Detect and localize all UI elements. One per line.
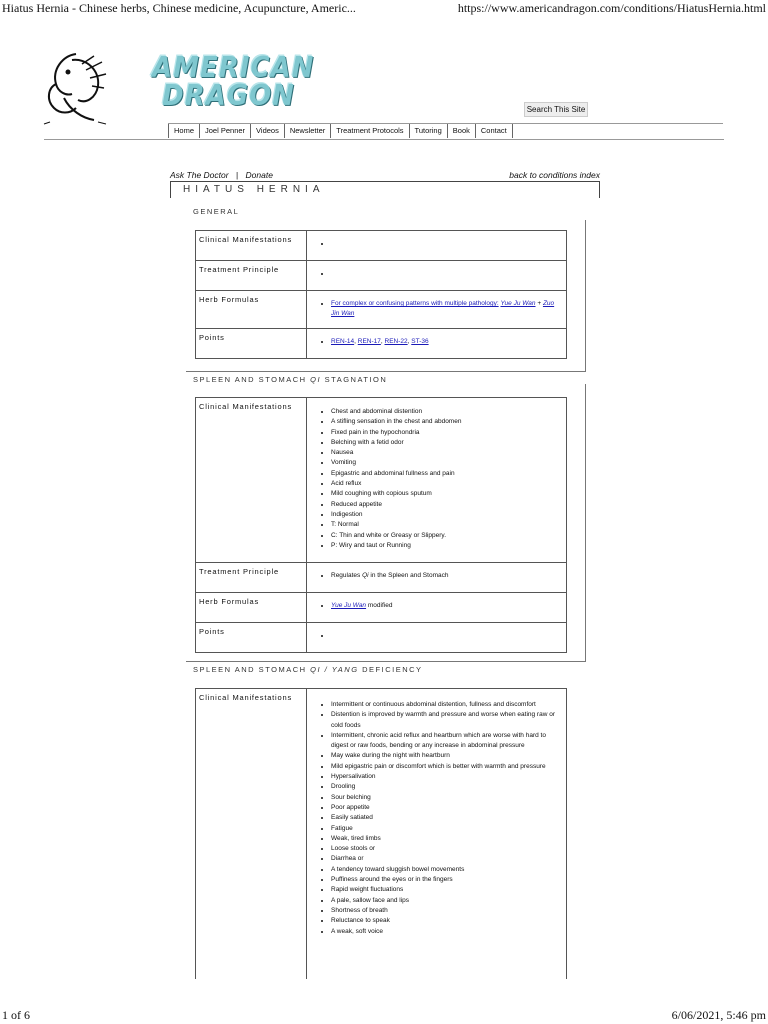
table-row bbox=[196, 398, 567, 563]
row-label: Clinical Manifestations bbox=[196, 231, 307, 261]
symptom-item: • Easily satiated bbox=[331, 813, 560, 823]
symptom-item: • Intermittent or continuous abdominal distention, fullness and discomfort bbox=[331, 700, 560, 710]
symptom-item: • Puffiness around the eyes or in the fingers bbox=[331, 875, 560, 885]
herb-modifier: modified bbox=[367, 602, 393, 609]
list-item bbox=[331, 239, 560, 249]
list-item bbox=[331, 631, 560, 641]
symptom-item: • Belching with a fetid odor bbox=[331, 438, 560, 448]
symptom-item: • Shortness of breath bbox=[331, 906, 560, 916]
row-value bbox=[307, 689, 567, 979]
symptom-item: • A weak, soft voice bbox=[331, 927, 560, 937]
list-item bbox=[331, 269, 560, 279]
symptom-item: • Indigestion bbox=[331, 510, 560, 520]
section-heading-qi-stagnation bbox=[193, 375, 387, 384]
row-value bbox=[307, 563, 567, 593]
print-header bbox=[0, 0, 768, 16]
symptom-item: • C: Thin and white or Greasy or Slippery. bbox=[331, 531, 560, 541]
point-link[interactable]: ST-36 bbox=[411, 338, 429, 345]
zuo-jin-wan-link[interactable]: Zuo Jin Wan bbox=[331, 300, 555, 318]
symptom-item: • Mild epigastric pain or discomfort which is better with warmth and pressure bbox=[331, 762, 560, 772]
symptom-item: • A tendency toward sluggish bowel movements bbox=[331, 865, 560, 875]
heading-part: STAGNATION bbox=[324, 375, 388, 384]
heading-emphasis: QI / YANG bbox=[310, 665, 359, 674]
general-table bbox=[195, 230, 567, 359]
nav-home[interactable]: Home bbox=[168, 124, 200, 138]
point-link[interactable]: REN-17 bbox=[357, 338, 381, 345]
symptom-item: • Distention is improved by warmth and pressure and worse when eating raw or cold foods bbox=[331, 710, 560, 731]
brand-wordmark[interactable] bbox=[152, 51, 315, 124]
section-heading-yang-deficiency bbox=[193, 665, 423, 674]
symptom-item: • Epigastric and abdominal fullness and pain bbox=[331, 469, 560, 479]
row-label: Treatment Principle bbox=[196, 563, 307, 593]
symptom-item: • A pale, sallow face and lips bbox=[331, 896, 560, 906]
tp-text: Regulates bbox=[331, 572, 361, 579]
symptom-item: • P: Wiry and taut or Running bbox=[331, 541, 560, 551]
symptom-item: • Nausea bbox=[331, 448, 560, 458]
dragon-logo-icon[interactable] bbox=[42, 48, 108, 128]
brand-line-1: AMERICAN bbox=[152, 51, 315, 85]
table-row bbox=[196, 291, 567, 329]
row-label: Herb Formulas bbox=[196, 593, 307, 623]
table-row bbox=[196, 563, 567, 593]
row-value bbox=[307, 623, 567, 653]
heading-part: DEFICIENCY bbox=[362, 665, 423, 674]
symptom-item: • Sour belching bbox=[331, 793, 560, 803]
symptom-item: • Vomiting bbox=[331, 458, 560, 468]
nav-newsletter[interactable]: Newsletter bbox=[285, 124, 331, 138]
row-value bbox=[307, 261, 567, 291]
brand-line-2: DRAGON bbox=[162, 79, 295, 113]
row-label: Clinical Manifestations bbox=[196, 398, 307, 563]
symptom-item: • Reluctance to speak bbox=[331, 916, 560, 926]
row-label: Points bbox=[196, 623, 307, 653]
row-label: Points bbox=[196, 329, 307, 359]
row-value bbox=[307, 398, 567, 563]
symptom-item: • Fixed pain in the hypochondria bbox=[331, 428, 560, 438]
table-row bbox=[196, 689, 567, 979]
symptom-item: • Hypersalivation bbox=[331, 772, 560, 782]
condition-title: HIATUS HERNIA bbox=[183, 184, 325, 195]
nav-treatment-protocols[interactable]: Treatment Protocols bbox=[331, 124, 409, 138]
plus-sign: + bbox=[537, 300, 542, 307]
herb-note: For complex or confusing patterns with multiple pathology: bbox=[331, 300, 499, 307]
point-link[interactable]: REN-22 bbox=[384, 338, 408, 345]
row-label: Herb Formulas bbox=[196, 291, 307, 329]
symptom-item: • Chest and abdominal distention bbox=[331, 407, 560, 417]
section-divider bbox=[186, 661, 586, 662]
nav-contact[interactable]: Contact bbox=[476, 124, 513, 138]
symptom-item: • Drooling bbox=[331, 782, 560, 792]
section-border bbox=[585, 220, 586, 372]
symptom-item: • Poor appetite bbox=[331, 803, 560, 813]
search-site-button[interactable]: Search This Site bbox=[524, 102, 588, 117]
yue-ju-wan-link[interactable]: Yue Ju Wan bbox=[500, 300, 536, 307]
ask-doctor-link[interactable]: Ask The Doctor bbox=[170, 170, 229, 180]
table-row bbox=[196, 261, 567, 291]
symptom-item: • Rapid weight fluctuations bbox=[331, 885, 560, 895]
table-row bbox=[196, 329, 567, 359]
page-url: https://www.americandragon.com/conditions/HiatusHernia.html bbox=[457, 1, 766, 15]
tp-emphasis: Qi bbox=[362, 572, 369, 579]
list-item bbox=[331, 601, 560, 611]
page-title: Hiatus Hernia - Chinese herbs, Chinese medicine, Acupuncture, Americ... bbox=[2, 1, 356, 15]
condition-title-box bbox=[170, 181, 600, 198]
nav-tutoring[interactable]: Tutoring bbox=[410, 124, 448, 138]
link-separator: | bbox=[235, 170, 239, 180]
condition-top-links bbox=[170, 170, 600, 180]
nav-joel-penner[interactable]: Joel Penner bbox=[200, 124, 251, 138]
heading-part: SPLEEN AND STOMACH bbox=[193, 375, 307, 384]
symptom-item: • Intermittent, chronic acid reflux and heartburn which are worse with hard to digest or raw foods, bending or any increase in abdominal pressure bbox=[331, 731, 560, 752]
section-divider bbox=[186, 371, 586, 372]
back-to-index-link[interactable]: back to conditions index bbox=[509, 170, 600, 180]
table-row bbox=[196, 593, 567, 623]
qi-stagnation-table bbox=[195, 397, 567, 653]
symptom-item: • A stifling sensation in the chest and abdomen bbox=[331, 417, 560, 427]
table-row bbox=[196, 623, 567, 653]
row-value bbox=[307, 593, 567, 623]
list-item bbox=[331, 299, 560, 320]
list-item bbox=[331, 571, 560, 581]
print-datetime: 6/06/2021, 5:46 pm bbox=[671, 1008, 766, 1022]
yue-ju-wan-link[interactable]: Yue Ju Wan bbox=[331, 602, 367, 609]
symptom-item: • Weak, tired limbs bbox=[331, 834, 560, 844]
symptom-item: • Mild coughing with copious sputum bbox=[331, 489, 560, 499]
symptom-item: • Loose stools or bbox=[331, 844, 560, 854]
page-count: 1 of 6 bbox=[2, 1008, 30, 1022]
row-value bbox=[307, 231, 567, 261]
donate-link[interactable]: Donate bbox=[245, 170, 273, 180]
row-label: Clinical Manifestations bbox=[196, 689, 307, 979]
symptom-item: • T: Normal bbox=[331, 520, 560, 530]
symptom-item: • Acid reflux bbox=[331, 479, 560, 489]
row-value bbox=[307, 291, 567, 329]
symptom-item: • Fatigue bbox=[331, 824, 560, 834]
tp-text: in the Spleen and Stomach bbox=[370, 572, 449, 579]
heading-part: SPLEEN AND STOMACH bbox=[193, 665, 307, 674]
symptom-item: • Reduced appetite bbox=[331, 500, 560, 510]
section-heading-general: GENERAL bbox=[193, 207, 240, 216]
nav-videos[interactable]: Videos bbox=[251, 124, 285, 138]
symptom-list bbox=[325, 407, 560, 551]
symptom-list bbox=[325, 700, 560, 937]
main-nav bbox=[168, 124, 513, 138]
list-item: • REN-14, REN-17, REN-22, ST-36 bbox=[331, 337, 560, 347]
header-divider bbox=[44, 139, 724, 140]
section-border bbox=[585, 384, 586, 662]
row-label: Treatment Principle bbox=[196, 261, 307, 291]
point-link[interactable]: REN-14 bbox=[331, 338, 355, 345]
table-row bbox=[196, 231, 567, 261]
heading-emphasis: QI bbox=[310, 375, 322, 384]
symptom-item: • Diarrhea or bbox=[331, 854, 560, 864]
symptom-item: • May wake during the night with heartburn bbox=[331, 751, 560, 761]
yang-deficiency-table bbox=[195, 688, 567, 979]
row-value bbox=[307, 329, 567, 359]
nav-book[interactable]: Book bbox=[448, 124, 476, 138]
